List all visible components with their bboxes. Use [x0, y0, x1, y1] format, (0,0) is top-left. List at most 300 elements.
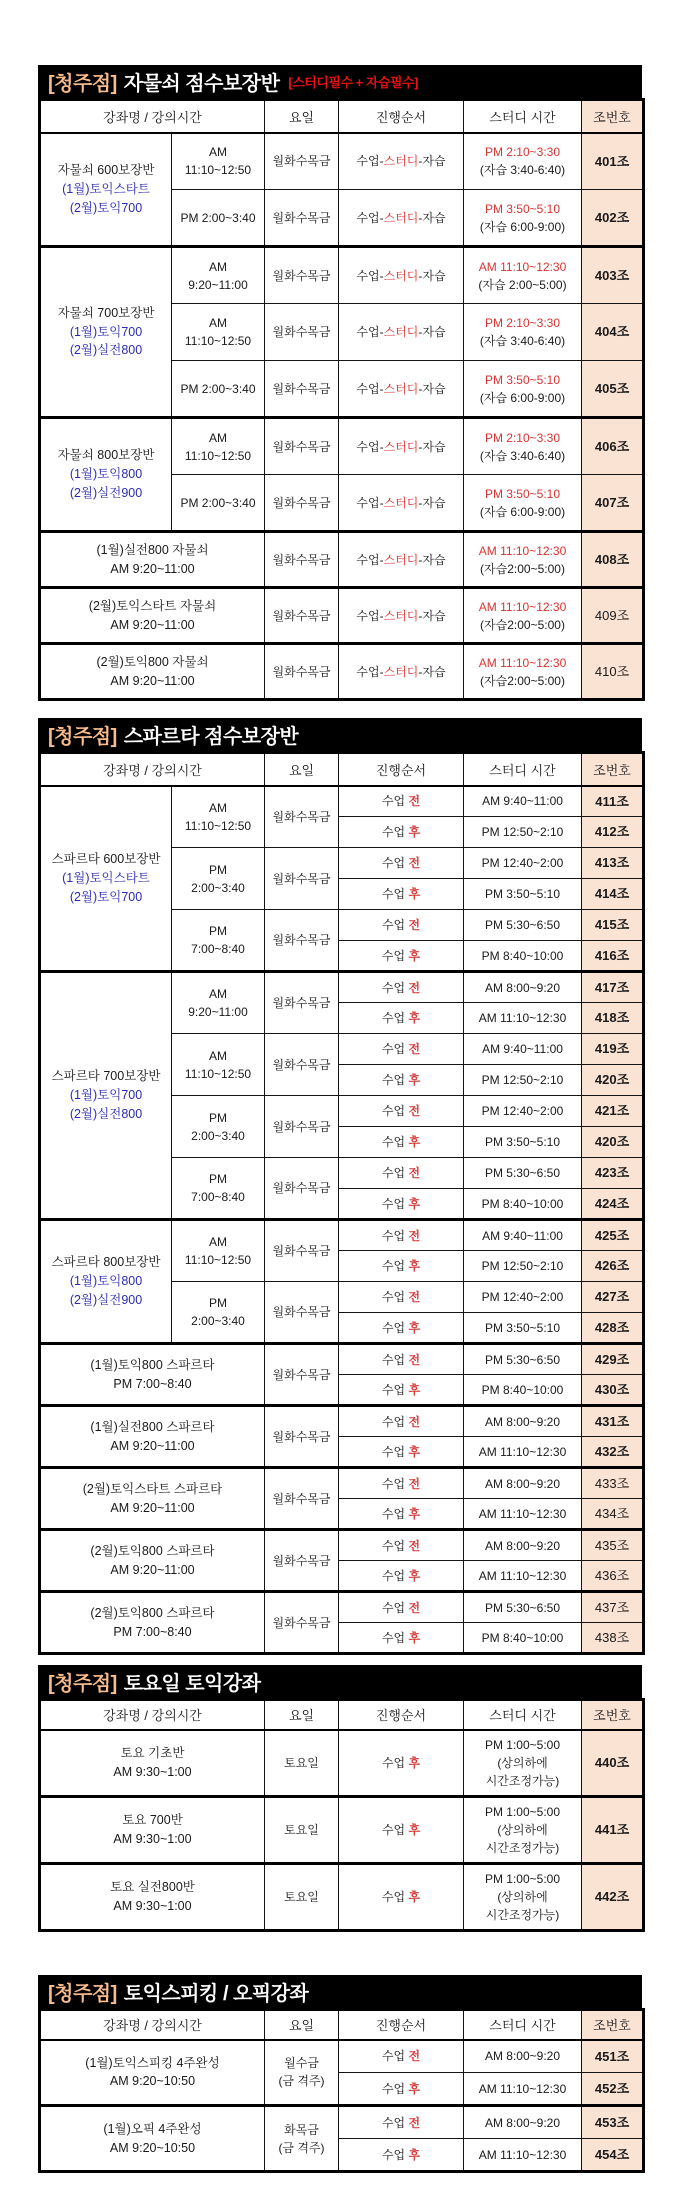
- study-time-cell: [464, 2073, 582, 2106]
- order-cell: [339, 1003, 464, 1034]
- course-name-cell: [40, 532, 265, 588]
- study-time-cell: [464, 1127, 582, 1158]
- cell-line: 수업-스터디-자습: [356, 495, 446, 510]
- course-name-cell: [40, 2106, 265, 2172]
- group-number-cell: [582, 1127, 644, 1158]
- order-cell: [339, 972, 464, 1003]
- cell-line: AM: [209, 430, 227, 445]
- cell-line: 수업 전: [381, 1166, 421, 1180]
- cell-line: AM: [209, 1048, 227, 1063]
- cell-line: 425조: [594, 1227, 630, 1243]
- study-time-cell: [464, 1730, 582, 1797]
- branch-tag: [청주점]: [48, 73, 117, 95]
- cell-line: 435조: [594, 1537, 630, 1553]
- cell-line: AM 9:20~11:00: [110, 1438, 195, 1453]
- order-cell: [339, 2139, 464, 2172]
- cell-line: 수업 전: [381, 794, 421, 809]
- cell-line: AM 8:00~9:20: [484, 1538, 561, 1553]
- class-time-cell: [172, 1034, 265, 1096]
- cell-line: 7:00~8:40: [191, 1190, 245, 1204]
- section-3: [38, 1665, 642, 1932]
- day-cell: [265, 1406, 339, 1468]
- cell-line: 수업 후: [381, 1135, 421, 1149]
- cell-line: 수업 후: [381, 1073, 421, 1087]
- cell-line: PM 3:50~5:10: [484, 372, 561, 387]
- cell-line: PM 2:00~3:40: [180, 381, 256, 396]
- cell-line: AM 11:10~12:30: [478, 543, 567, 558]
- cell-line: 월화수목금: [272, 1429, 331, 1444]
- course-name-cell: [40, 1468, 265, 1530]
- group-number-cell: [582, 786, 644, 817]
- cell-line: (자습2:00~5:00): [480, 561, 565, 576]
- column-header-row: [40, 1700, 644, 1730]
- day-cell: [265, 2040, 339, 2106]
- cell-line: 자물쇠 800보장반: [57, 448, 155, 463]
- cell-line: 월화수목금: [272, 1305, 331, 1319]
- cell-line: 수업 후: [381, 887, 421, 901]
- cell-line: (자습 6:00-9:00): [479, 504, 566, 519]
- cell-line: 436조: [594, 1567, 630, 1583]
- cell-line: 428조: [594, 1319, 630, 1335]
- cell-line: 410조: [594, 663, 630, 679]
- cell-line: 월화수목금: [272, 996, 331, 1010]
- cell-line: AM: [209, 259, 227, 274]
- study-time-cell: [464, 1592, 582, 1623]
- cell-line: 월화수목금: [272, 325, 331, 339]
- group-number-cell: [582, 1864, 644, 1931]
- cell-line: AM 9:20~11:00: [110, 1500, 195, 1515]
- cell-line: 시간조정가능): [485, 1773, 560, 1788]
- order-cell: [339, 247, 464, 304]
- cell-line: 수업 전: [381, 1290, 421, 1304]
- group-number-cell: [582, 644, 644, 700]
- cell-line: 수업 후: [381, 825, 421, 839]
- cell-line: 432조: [594, 1443, 630, 1459]
- cell-line: PM 3:50~5:10: [484, 1320, 561, 1335]
- cell-line: 수업-스터디-자습: [356, 664, 446, 679]
- cell-line: (2월)토익800 스파르타: [90, 1543, 215, 1558]
- study-time-cell: [464, 2139, 582, 2172]
- cell-line: AM 11:10~12:30: [478, 1506, 567, 1521]
- order-cell: [339, 1282, 464, 1313]
- group-number-cell: [582, 1530, 644, 1561]
- cell-line: (2월)실전800: [69, 1106, 143, 1121]
- cell-line: 416조: [594, 947, 630, 963]
- column-header-row: [40, 753, 644, 786]
- cell-line: 419조: [594, 1041, 630, 1057]
- cell-line: 420조: [594, 1072, 630, 1088]
- course-name-cell: [40, 644, 265, 700]
- cell-line: (1월)토익700: [69, 324, 143, 339]
- cell-line: (자습 3:40-6:40): [479, 334, 566, 348]
- cell-line: (1월)토익800: [69, 467, 143, 482]
- course-name-cell: [40, 972, 172, 1220]
- cell-line: AM 9:20~10:50: [109, 2140, 196, 2155]
- group-number-cell: [582, 2040, 644, 2073]
- cell-line: 수업-스터디-자습: [356, 552, 446, 567]
- table-row: [40, 532, 644, 588]
- cell-line: 9:20~11:00: [188, 277, 248, 292]
- cell-line: 424조: [594, 1195, 630, 1211]
- cell-line: 402조: [594, 209, 630, 225]
- cell-line: AM 11:10~12:30: [478, 1011, 567, 1025]
- col-header-group-number: 조번호: [582, 2010, 644, 2040]
- cell-line: 수업-스터디-자습: [356, 268, 446, 283]
- cell-line: 427조: [594, 1289, 630, 1305]
- cell-line: 수업-스터디-자습: [356, 381, 446, 396]
- cell-line: 수업 전: [381, 918, 421, 932]
- course-name-cell: [40, 1864, 265, 1931]
- cell-line: AM 8:00~9:20: [484, 980, 561, 995]
- cell-line: 월화수목금: [272, 933, 331, 947]
- day-cell: [265, 1220, 339, 1282]
- order-cell: [339, 133, 464, 190]
- table-row: [40, 2040, 644, 2073]
- cell-line: (자습 6:00-9:00): [479, 219, 566, 234]
- study-time-cell: [464, 1282, 582, 1313]
- course-name-cell: [40, 2040, 265, 2106]
- cell-line: 415조: [594, 917, 630, 933]
- cell-line: 월화수목금: [272, 154, 331, 169]
- study-time-cell: [464, 879, 582, 910]
- class-time-cell: [172, 972, 265, 1034]
- table-row: [40, 972, 644, 1003]
- group-number-cell: [582, 532, 644, 588]
- study-time-cell: [464, 1065, 582, 1096]
- day-cell: [265, 1096, 339, 1158]
- cell-line: 수업 후: [381, 1506, 421, 1521]
- group-number-cell: [582, 1003, 644, 1034]
- cell-line: AM 11:10~12:30: [478, 1444, 567, 1459]
- col-header-day: 요일: [265, 100, 339, 133]
- cell-line: 수업 전: [381, 1538, 421, 1553]
- cell-line: 월화수목금: [272, 1181, 331, 1195]
- day-cell: [265, 475, 339, 532]
- cell-line: (2월)토익800 자물쇠: [96, 654, 209, 669]
- day-cell: [265, 2106, 339, 2172]
- cell-line: 7:00~8:40: [191, 942, 245, 956]
- cell-line: 426조: [594, 1258, 630, 1274]
- cell-line: (1월)토익스피킹 4주완성: [85, 2055, 220, 2070]
- cell-line: (2월)토익800 스파르타: [90, 1605, 215, 1620]
- day-cell: [265, 418, 339, 475]
- study-time-cell: [464, 1623, 582, 1654]
- cell-line: (1월)토익800 스파르타: [90, 1357, 215, 1372]
- cell-line: 수업 전: [381, 1042, 421, 1056]
- cell-line: (금 격주): [278, 2140, 325, 2155]
- cell-line: (자습2:00~5:00): [480, 617, 565, 632]
- study-time-cell: [464, 1437, 582, 1468]
- cell-line: AM: [209, 1235, 227, 1249]
- cell-line: 수업 전: [381, 1228, 421, 1243]
- study-time-cell: [464, 304, 582, 361]
- order-cell: [339, 644, 464, 700]
- col-header-order: 진행순서: [339, 2010, 464, 2040]
- group-number-cell: [582, 817, 644, 848]
- cell-line: 수업 전: [381, 1104, 421, 1118]
- order-cell: [339, 1864, 464, 1931]
- study-time-cell: [464, 190, 582, 247]
- day-cell: [265, 190, 339, 247]
- cell-line: (상의하에: [497, 1890, 548, 1904]
- order-cell: [339, 1158, 464, 1189]
- title-note: [스터디필수 + 자습필수]: [288, 75, 418, 90]
- cell-line: AM 9:20~10:50: [109, 2074, 196, 2089]
- order-cell: [339, 1437, 464, 1468]
- cell-line: 수업 전: [381, 1476, 421, 1491]
- order-cell: [339, 1344, 464, 1375]
- cell-line: AM 11:10~12:30: [478, 2147, 567, 2162]
- section-title: 자물쇠 점수보장반: [123, 73, 280, 95]
- section-title-bar: [38, 1975, 642, 2008]
- order-cell: [339, 1797, 464, 1864]
- cell-line: 454조: [594, 2146, 630, 2162]
- cell-line: (상의하에: [497, 1755, 548, 1770]
- cell-line: 401조: [594, 153, 630, 169]
- col-header-course-time: 강좌명 / 강의시간: [40, 2010, 265, 2040]
- cell-line: (1월)토익700: [69, 1088, 143, 1103]
- order-cell: [339, 475, 464, 532]
- group-number-cell: [582, 1561, 644, 1592]
- cell-line: AM 8:00~9:20: [484, 2049, 561, 2064]
- study-time-cell: [464, 1375, 582, 1406]
- class-time-cell: [172, 1282, 265, 1344]
- cell-line: 월화수목금: [272, 871, 331, 886]
- cell-line: 431조: [594, 1413, 630, 1429]
- cell-line: PM: [209, 862, 227, 877]
- group-number-cell: [582, 418, 644, 475]
- cell-line: (자습 2:00~5:00): [478, 277, 567, 292]
- cell-line: 453조: [594, 2114, 630, 2130]
- cell-line: (2월)토익700: [69, 889, 143, 904]
- section-title-bar: [38, 1665, 642, 1698]
- cell-line: PM 2:00~3:40: [180, 495, 256, 510]
- cell-line: PM 8:40~10:00: [481, 1196, 564, 1211]
- cell-line: 월화수목금: [272, 1615, 331, 1630]
- group-number-cell: [582, 1730, 644, 1797]
- cell-line: PM 12:40~2:00: [481, 1104, 564, 1118]
- section-title: 토요일 토익강좌: [123, 1673, 261, 1695]
- col-header-study-time: 스터디 시간: [464, 1700, 582, 1730]
- order-cell: [339, 588, 464, 644]
- study-time-cell: [464, 1251, 582, 1282]
- cell-line: 스파르타 600보장반: [51, 852, 161, 867]
- cell-line: (1월)토익800: [69, 1274, 143, 1289]
- table-row: [40, 1797, 644, 1864]
- table-row: [40, 247, 644, 304]
- study-time-cell: [464, 644, 582, 700]
- section-4: [38, 1975, 642, 2173]
- course-name-cell: [40, 1406, 265, 1468]
- study-time-cell: [464, 848, 582, 879]
- cell-line: 2:00~3:40: [191, 880, 245, 895]
- order-cell: [339, 1096, 464, 1127]
- group-number-cell: [582, 2139, 644, 2172]
- cell-line: AM: [209, 145, 227, 160]
- cell-line: 수업 후: [381, 1630, 421, 1645]
- group-number-cell: [582, 879, 644, 910]
- class-time-cell: [172, 361, 265, 418]
- day-cell: [265, 588, 339, 644]
- study-time-cell: [464, 1189, 582, 1220]
- order-cell: [339, 817, 464, 848]
- cell-line: 시간조정가능): [485, 1841, 560, 1855]
- cell-line: PM: [209, 924, 227, 938]
- cell-line: 수업 후: [381, 1196, 421, 1211]
- group-number-cell: [582, 1499, 644, 1530]
- class-time-cell: [172, 304, 265, 361]
- col-header-course-time: 강좌명 / 강의시간: [40, 100, 265, 133]
- study-time-cell: [464, 941, 582, 972]
- day-cell: [265, 133, 339, 190]
- cell-line: 441조: [594, 1822, 630, 1838]
- group-number-cell: [582, 1344, 644, 1375]
- cell-line: 수업 후: [381, 1320, 421, 1335]
- group-number-cell: [582, 190, 644, 247]
- day-cell: [265, 786, 339, 848]
- cell-line: 11:10~12:50: [184, 1253, 252, 1267]
- course-name-cell: [40, 1797, 265, 1864]
- cell-line: 403조: [594, 267, 630, 283]
- cell-line: PM 7:00~8:40: [113, 1624, 192, 1639]
- table-row: [40, 133, 644, 190]
- table-row: [40, 1530, 644, 1561]
- group-number-cell: [582, 1375, 644, 1406]
- study-time-cell: [464, 2106, 582, 2139]
- cell-line: (2월)실전900: [69, 1292, 143, 1307]
- cell-line: 429조: [594, 1351, 630, 1367]
- cell-line: 월화수목금: [272, 1367, 331, 1382]
- col-header-study-time: 스터디 시간: [464, 100, 582, 133]
- study-time-cell: [464, 1530, 582, 1561]
- study-time-cell: [464, 418, 582, 475]
- cell-line: (2월)토익스타트 스파르타: [82, 1481, 223, 1496]
- cell-line: 토요일: [284, 1755, 319, 1770]
- cell-line: 434조: [594, 1505, 630, 1521]
- study-time-cell: [464, 786, 582, 817]
- order-cell: [339, 1189, 464, 1220]
- cell-line: 409조: [594, 607, 630, 623]
- cell-line: PM 12:40~2:00: [481, 1290, 564, 1304]
- cell-line: PM 3:50~5:10: [484, 1135, 561, 1149]
- column-header-row: [40, 100, 644, 133]
- order-cell: [339, 1530, 464, 1561]
- study-time-cell: [464, 972, 582, 1003]
- col-header-day: 요일: [265, 1700, 339, 1730]
- study-time-cell: [464, 1561, 582, 1592]
- cell-line: 451조: [594, 2048, 630, 2064]
- cell-line: AM 8:00~9:20: [484, 1476, 561, 1491]
- cell-line: 404조: [594, 324, 630, 340]
- course-name-cell: [40, 1730, 265, 1797]
- order-cell: [339, 1406, 464, 1437]
- course-name-cell: [40, 1592, 265, 1654]
- cell-line: 수업 후: [381, 1568, 421, 1583]
- cell-line: 407조: [594, 494, 630, 510]
- cell-line: 412조: [594, 824, 630, 840]
- study-time-cell: [464, 247, 582, 304]
- cell-line: PM: [209, 1172, 227, 1186]
- cell-line: PM 1:00~5:00: [484, 1805, 561, 1819]
- cell-line: 토요 실전800반: [110, 1880, 195, 1895]
- cell-line: (2월)토익700: [69, 200, 143, 215]
- group-number-cell: [582, 1189, 644, 1220]
- cell-line: AM 9:20~11:00: [110, 561, 195, 576]
- order-cell: [339, 910, 464, 941]
- day-cell: [265, 1730, 339, 1797]
- cell-line: 수업 전: [381, 2115, 421, 2130]
- cell-line: AM 9:40~11:00: [482, 1042, 563, 1056]
- cell-line: 438조: [594, 1629, 630, 1645]
- day-cell: [265, 1468, 339, 1530]
- col-header-order: 진행순서: [339, 753, 464, 786]
- table-row: [40, 588, 644, 644]
- cell-line: AM 11:10~12:30: [478, 2081, 567, 2096]
- group-number-cell: [582, 848, 644, 879]
- section-title-bar: [38, 65, 642, 98]
- cell-line: 406조: [594, 438, 630, 454]
- cell-line: 411조: [595, 793, 629, 809]
- order-cell: [339, 1251, 464, 1282]
- study-time-cell: [464, 1034, 582, 1065]
- cell-line: 수업 전: [381, 2049, 421, 2064]
- col-header-course-time: 강좌명 / 강의시간: [40, 1700, 265, 1730]
- cell-line: (금 격주): [278, 2074, 325, 2089]
- group-number-cell: [582, 247, 644, 304]
- group-number-cell: [582, 972, 644, 1003]
- group-number-cell: [582, 1437, 644, 1468]
- group-number-cell: [582, 910, 644, 941]
- cell-line: 413조: [594, 855, 630, 871]
- cell-line: PM 2:00~3:40: [180, 210, 256, 225]
- course-name-cell: [40, 1344, 265, 1406]
- cell-line: 430조: [594, 1381, 630, 1397]
- group-number-cell: [582, 1065, 644, 1096]
- class-time-cell: [172, 247, 265, 304]
- cell-line: 월화수목금: [272, 210, 331, 225]
- order-cell: [339, 1561, 464, 1592]
- study-time-cell: [464, 817, 582, 848]
- cell-line: AM 9:20~11:00: [110, 673, 195, 688]
- cell-line: 자물쇠 700보장반: [57, 305, 155, 320]
- study-time-cell: [464, 588, 582, 644]
- cell-line: 수업 전: [381, 980, 421, 995]
- cell-line: AM: [209, 800, 227, 815]
- cell-line: 수업 후: [381, 1755, 421, 1770]
- cell-line: 417조: [594, 979, 630, 995]
- cell-line: AM 9:30~1:00: [113, 1764, 192, 1779]
- cell-line: 월화수목금: [272, 268, 331, 283]
- cell-line: 월화수목금: [272, 495, 331, 510]
- class-time-cell: [172, 910, 265, 972]
- cell-line: 수업 후: [381, 1011, 421, 1025]
- cell-line: 수업 전: [381, 1414, 421, 1429]
- cell-line: 420조: [594, 1134, 630, 1150]
- cell-line: 월화수목금: [272, 1119, 331, 1134]
- cell-line: AM 11:10~12:30: [478, 259, 567, 274]
- cell-line: AM 11:10~12:30: [478, 1568, 567, 1583]
- course-name-cell: [40, 1530, 265, 1592]
- study-time-cell: [464, 1499, 582, 1530]
- cell-line: 월화수목금: [272, 1491, 331, 1506]
- group-number-cell: [582, 2106, 644, 2139]
- cell-line: 수업 후: [381, 2147, 421, 2162]
- col-header-group-number: 조번호: [582, 753, 644, 786]
- section-2: [38, 718, 642, 1655]
- cell-line: 월화수목금: [272, 608, 331, 623]
- group-number-cell: [582, 361, 644, 418]
- study-time-cell: [464, 361, 582, 418]
